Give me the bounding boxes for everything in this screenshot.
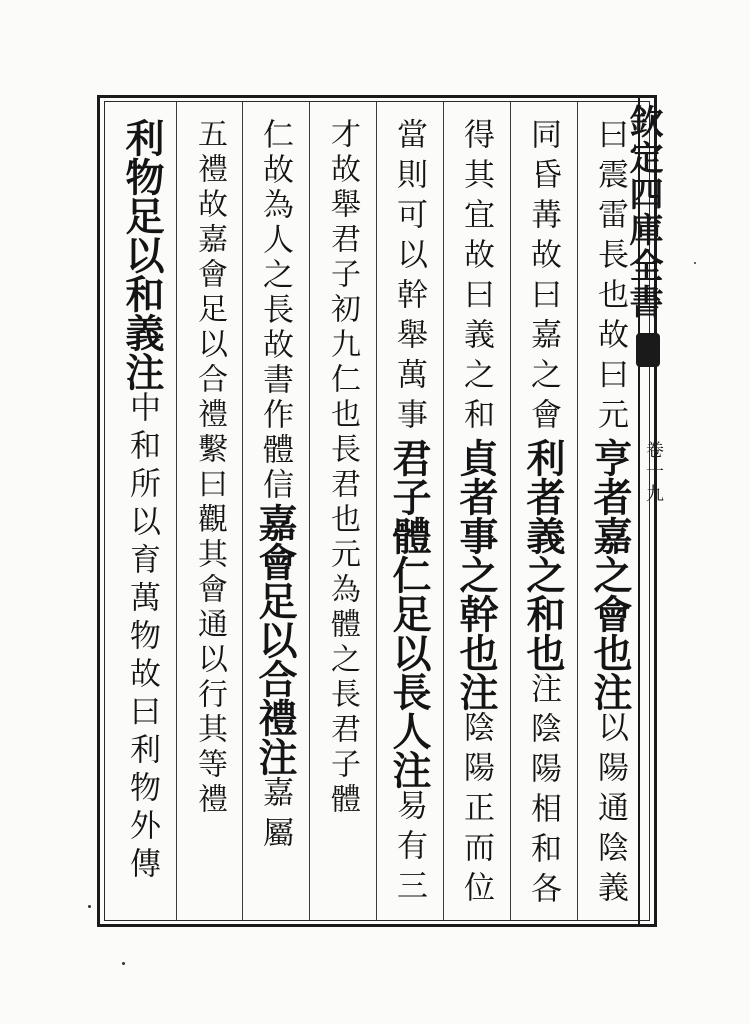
commentary-text: 曰震雷長也故曰元 <box>592 118 628 438</box>
commentary-text: 五禮故嘉會足以合禮繫曰觀其會通以行其等禮 <box>192 118 227 818</box>
ink-speck <box>88 905 91 908</box>
commentary-text: 中和所以育萬物故曰利物外傳 <box>124 391 160 885</box>
commentary-text: 才故舉君子初九仁也長君也元為體之長君子體 <box>325 118 360 818</box>
text-column-6 <box>245 118 305 856</box>
main-text: 嘉會足以合禮注 <box>252 503 298 776</box>
commentary-text: 同昏冓故曰嘉之會 <box>525 118 561 438</box>
text-column-3 <box>446 118 506 911</box>
column-rule <box>176 102 177 920</box>
text-column-2 <box>513 118 573 912</box>
collection-title: 欽定四庫全書 <box>623 104 663 320</box>
text-column-1 <box>580 118 640 911</box>
main-text: 利物足以和義注 <box>119 118 165 391</box>
commentary-text: 得其宜故曰義之和 <box>458 118 494 438</box>
commentary-text: 當則可以幹舉萬事 <box>391 118 427 438</box>
ink-speck <box>122 962 125 965</box>
column-rule <box>309 102 310 920</box>
commentary-text: 嘉屬 <box>257 776 293 856</box>
column-rule <box>577 102 578 920</box>
text-column-5 <box>312 118 372 818</box>
main-text: 貞者事之幹也注 <box>453 438 499 711</box>
column-rule <box>242 102 243 920</box>
column-rule <box>376 102 377 920</box>
commentary-text: 注陰陽相和各 <box>525 672 561 912</box>
column-rule <box>510 102 511 920</box>
volume-label: 卷十九 <box>643 440 664 506</box>
main-text: 利者義之和也 <box>520 438 566 672</box>
text-column-8 <box>112 118 172 885</box>
text-column-4 <box>379 118 439 909</box>
column-rule <box>443 102 444 920</box>
ink-speck <box>694 262 696 264</box>
main-text: 君子體仁足以長人注 <box>386 438 432 789</box>
commentary-text: 以陽通陰義 <box>592 711 628 911</box>
commentary-text: 仁故為人之長故書作體信 <box>257 118 293 503</box>
commentary-text: 易有三 <box>391 789 427 909</box>
text-column-7 <box>179 118 239 818</box>
main-text: 亨者嘉之會也注 <box>587 438 633 711</box>
commentary-text: 陰陽正而位 <box>458 711 494 911</box>
